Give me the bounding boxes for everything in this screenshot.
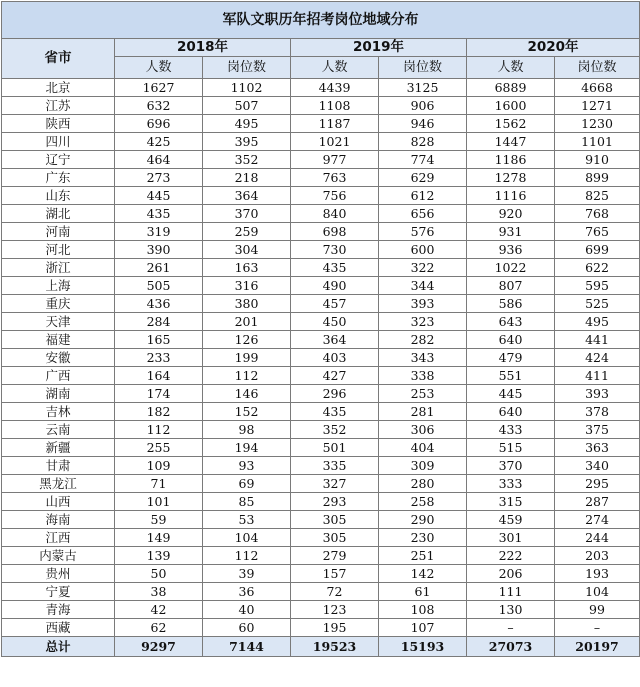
table-row <box>2 295 640 313</box>
value-cell: 427 <box>291 367 379 385</box>
value-cell: 152 <box>203 403 291 421</box>
province-cell: 广西 <box>2 367 115 385</box>
value-cell: 425 <box>115 133 203 151</box>
sub-header-people: 人数 <box>291 57 379 79</box>
value-cell: – <box>555 619 640 637</box>
value-cell: 825 <box>555 187 640 205</box>
value-cell: 284 <box>115 313 203 331</box>
table-row <box>2 115 640 133</box>
value-cell: 435 <box>115 205 203 223</box>
value-cell: 622 <box>555 259 640 277</box>
value-cell: 1101 <box>555 133 640 151</box>
table-row <box>2 277 640 295</box>
value-cell: 281 <box>379 403 467 421</box>
value-cell: 244 <box>555 529 640 547</box>
value-cell: 699 <box>555 241 640 259</box>
table-row <box>2 349 640 367</box>
sub-header-positions: 岗位数 <box>379 57 467 79</box>
table-row <box>2 583 640 601</box>
value-cell: 165 <box>115 331 203 349</box>
province-cell: 天津 <box>2 313 115 331</box>
value-cell: 435 <box>291 259 379 277</box>
value-cell: 295 <box>555 475 640 493</box>
value-cell: 112 <box>203 367 291 385</box>
value-cell: 450 <box>291 313 379 331</box>
province-cell: 山东 <box>2 187 115 205</box>
table-row <box>2 421 640 439</box>
sub-header-positions: 岗位数 <box>555 57 640 79</box>
value-cell: 404 <box>379 439 467 457</box>
value-cell: 696 <box>115 115 203 133</box>
value-cell: 375 <box>555 421 640 439</box>
value-cell: 340 <box>555 457 640 475</box>
table-row <box>2 79 640 97</box>
value-cell: 112 <box>203 547 291 565</box>
table-row <box>2 187 640 205</box>
value-cell: 946 <box>379 115 467 133</box>
table-title: 军队文职历年招考岗位地域分布 <box>2 2 640 39</box>
value-cell: 230 <box>379 529 467 547</box>
value-cell: – <box>467 619 555 637</box>
value-cell: 507 <box>203 97 291 115</box>
province-cell: 云南 <box>2 421 115 439</box>
value-cell: 730 <box>291 241 379 259</box>
province-cell: 甘肃 <box>2 457 115 475</box>
value-cell: 193 <box>555 565 640 583</box>
value-cell: 595 <box>555 277 640 295</box>
value-cell: 495 <box>203 115 291 133</box>
value-cell: 395 <box>203 133 291 151</box>
value-cell: 1021 <box>291 133 379 151</box>
value-cell: 139 <box>115 547 203 565</box>
province-cell: 江苏 <box>2 97 115 115</box>
value-cell: 936 <box>467 241 555 259</box>
table-row <box>2 529 640 547</box>
value-cell: 378 <box>555 403 640 421</box>
province-cell: 辽宁 <box>2 151 115 169</box>
value-cell: 319 <box>115 223 203 241</box>
value-cell: 107 <box>379 619 467 637</box>
value-cell: 457 <box>291 295 379 313</box>
province-cell: 江西 <box>2 529 115 547</box>
value-cell: 253 <box>379 385 467 403</box>
value-cell: 977 <box>291 151 379 169</box>
value-cell: 335 <box>291 457 379 475</box>
total-cell: 20197 <box>555 637 640 657</box>
value-cell: 203 <box>555 547 640 565</box>
value-cell: 343 <box>379 349 467 367</box>
table-row <box>2 457 640 475</box>
province-cell: 河北 <box>2 241 115 259</box>
province-cell: 宁夏 <box>2 583 115 601</box>
table-row <box>2 223 640 241</box>
province-cell: 海南 <box>2 511 115 529</box>
value-cell: 59 <box>115 511 203 529</box>
value-cell: 111 <box>467 583 555 601</box>
value-cell: 765 <box>555 223 640 241</box>
province-cell: 广东 <box>2 169 115 187</box>
table-row <box>2 439 640 457</box>
value-cell: 101 <box>115 493 203 511</box>
value-cell: 840 <box>291 205 379 223</box>
total-cell: 15193 <box>379 637 467 657</box>
year-header-2019: 2019年 <box>291 39 467 57</box>
value-cell: 600 <box>379 241 467 259</box>
year-header-2018: 2018年 <box>115 39 291 57</box>
value-cell: 632 <box>115 97 203 115</box>
value-cell: 199 <box>203 349 291 367</box>
value-cell: 206 <box>467 565 555 583</box>
value-cell: 282 <box>379 331 467 349</box>
value-cell: 1600 <box>467 97 555 115</box>
table-row <box>2 313 640 331</box>
total-cell: 9297 <box>115 637 203 657</box>
value-cell: 38 <box>115 583 203 601</box>
table-row <box>2 619 640 637</box>
value-cell: 586 <box>467 295 555 313</box>
value-cell: 273 <box>115 169 203 187</box>
value-cell: 436 <box>115 295 203 313</box>
value-cell: 393 <box>555 385 640 403</box>
value-cell: 1562 <box>467 115 555 133</box>
value-cell: 93 <box>203 457 291 475</box>
province-cell: 青海 <box>2 601 115 619</box>
value-cell: 4439 <box>291 79 379 97</box>
value-cell: 36 <box>203 583 291 601</box>
value-cell: 501 <box>291 439 379 457</box>
value-cell: 251 <box>379 547 467 565</box>
value-cell: 380 <box>203 295 291 313</box>
value-cell: 1627 <box>115 79 203 97</box>
value-cell: 50 <box>115 565 203 583</box>
table-row <box>2 259 640 277</box>
table-row <box>2 133 640 151</box>
value-cell: 4668 <box>555 79 640 97</box>
value-cell: 1187 <box>291 115 379 133</box>
value-cell: 433 <box>467 421 555 439</box>
value-cell: 656 <box>379 205 467 223</box>
value-cell: 163 <box>203 259 291 277</box>
value-cell: 931 <box>467 223 555 241</box>
value-cell: 72 <box>291 583 379 601</box>
value-cell: 322 <box>379 259 467 277</box>
value-cell: 1108 <box>291 97 379 115</box>
value-cell: 363 <box>555 439 640 457</box>
total-row <box>2 637 640 657</box>
province-cell: 浙江 <box>2 259 115 277</box>
table-row <box>2 151 640 169</box>
province-cell: 黑龙江 <box>2 475 115 493</box>
value-cell: 338 <box>379 367 467 385</box>
table-row <box>2 97 640 115</box>
value-cell: 370 <box>203 205 291 223</box>
value-cell: 333 <box>467 475 555 493</box>
value-cell: 296 <box>291 385 379 403</box>
province-cell: 新疆 <box>2 439 115 457</box>
value-cell: 643 <box>467 313 555 331</box>
value-cell: 218 <box>203 169 291 187</box>
value-cell: 327 <box>291 475 379 493</box>
value-cell: 157 <box>291 565 379 583</box>
province-cell: 内蒙古 <box>2 547 115 565</box>
value-cell: 756 <box>291 187 379 205</box>
value-cell: 71 <box>115 475 203 493</box>
value-cell: 505 <box>115 277 203 295</box>
value-cell: 290 <box>379 511 467 529</box>
value-cell: 1447 <box>467 133 555 151</box>
value-cell: 445 <box>467 385 555 403</box>
table-row <box>2 367 640 385</box>
province-cell: 山西 <box>2 493 115 511</box>
province-cell: 北京 <box>2 79 115 97</box>
value-cell: 99 <box>555 601 640 619</box>
value-cell: 280 <box>379 475 467 493</box>
value-cell: 164 <box>115 367 203 385</box>
value-cell: 906 <box>379 97 467 115</box>
year-header-2020: 2020年 <box>467 39 640 57</box>
value-cell: 182 <box>115 403 203 421</box>
value-cell: 60 <box>203 619 291 637</box>
province-cell: 陕西 <box>2 115 115 133</box>
value-cell: 42 <box>115 601 203 619</box>
value-cell: 104 <box>555 583 640 601</box>
value-cell: 899 <box>555 169 640 187</box>
province-cell: 西藏 <box>2 619 115 637</box>
value-cell: 640 <box>467 403 555 421</box>
table-row <box>2 169 640 187</box>
total-label: 总计 <box>2 637 115 657</box>
table-row <box>2 403 640 421</box>
value-cell: 201 <box>203 313 291 331</box>
value-cell: 130 <box>467 601 555 619</box>
value-cell: 104 <box>203 529 291 547</box>
value-cell: 807 <box>467 277 555 295</box>
total-cell: 27073 <box>467 637 555 657</box>
value-cell: 1278 <box>467 169 555 187</box>
table-row <box>2 547 640 565</box>
value-cell: 306 <box>379 421 467 439</box>
province-cell: 上海 <box>2 277 115 295</box>
value-cell: 920 <box>467 205 555 223</box>
value-cell: 85 <box>203 493 291 511</box>
value-cell: 1186 <box>467 151 555 169</box>
value-cell: 364 <box>291 331 379 349</box>
province-cell: 河南 <box>2 223 115 241</box>
value-cell: 301 <box>467 529 555 547</box>
province-cell: 重庆 <box>2 295 115 313</box>
value-cell: 551 <box>467 367 555 385</box>
value-cell: 424 <box>555 349 640 367</box>
province-cell: 安徽 <box>2 349 115 367</box>
value-cell: 255 <box>115 439 203 457</box>
value-cell: 293 <box>291 493 379 511</box>
table-row <box>2 241 640 259</box>
value-cell: 828 <box>379 133 467 151</box>
value-cell: 495 <box>555 313 640 331</box>
value-cell: 261 <box>115 259 203 277</box>
value-cell: 768 <box>555 205 640 223</box>
province-header: 省市 <box>2 39 115 79</box>
distribution-table <box>1 1 640 657</box>
value-cell: 233 <box>115 349 203 367</box>
value-cell: 287 <box>555 493 640 511</box>
value-cell: 304 <box>203 241 291 259</box>
value-cell: 112 <box>115 421 203 439</box>
value-cell: 612 <box>379 187 467 205</box>
value-cell: 698 <box>291 223 379 241</box>
value-cell: 490 <box>291 277 379 295</box>
value-cell: 40 <box>203 601 291 619</box>
table-row <box>2 601 640 619</box>
value-cell: 629 <box>379 169 467 187</box>
province-cell: 四川 <box>2 133 115 151</box>
value-cell: 435 <box>291 403 379 421</box>
value-cell: 352 <box>203 151 291 169</box>
value-cell: 344 <box>379 277 467 295</box>
value-cell: 259 <box>203 223 291 241</box>
table-row <box>2 475 640 493</box>
value-cell: 576 <box>379 223 467 241</box>
value-cell: 315 <box>467 493 555 511</box>
value-cell: 98 <box>203 421 291 439</box>
value-cell: 195 <box>291 619 379 637</box>
table-row <box>2 205 640 223</box>
value-cell: 3125 <box>379 79 467 97</box>
value-cell: 305 <box>291 529 379 547</box>
value-cell: 774 <box>379 151 467 169</box>
value-cell: 640 <box>467 331 555 349</box>
value-cell: 910 <box>555 151 640 169</box>
value-cell: 258 <box>379 493 467 511</box>
value-cell: 69 <box>203 475 291 493</box>
value-cell: 53 <box>203 511 291 529</box>
value-cell: 515 <box>467 439 555 457</box>
value-cell: 1102 <box>203 79 291 97</box>
table-row <box>2 511 640 529</box>
value-cell: 390 <box>115 241 203 259</box>
value-cell: 323 <box>379 313 467 331</box>
value-cell: 309 <box>379 457 467 475</box>
value-cell: 445 <box>115 187 203 205</box>
value-cell: 459 <box>467 511 555 529</box>
value-cell: 108 <box>379 601 467 619</box>
value-cell: 61 <box>379 583 467 601</box>
province-cell: 湖南 <box>2 385 115 403</box>
value-cell: 274 <box>555 511 640 529</box>
value-cell: 1230 <box>555 115 640 133</box>
value-cell: 126 <box>203 331 291 349</box>
value-cell: 305 <box>291 511 379 529</box>
sub-header-people: 人数 <box>115 57 203 79</box>
value-cell: 6889 <box>467 79 555 97</box>
value-cell: 411 <box>555 367 640 385</box>
value-cell: 146 <box>203 385 291 403</box>
value-cell: 352 <box>291 421 379 439</box>
table-row <box>2 385 640 403</box>
total-cell: 7144 <box>203 637 291 657</box>
table-row <box>2 493 640 511</box>
value-cell: 1116 <box>467 187 555 205</box>
value-cell: 39 <box>203 565 291 583</box>
table-row <box>2 331 640 349</box>
province-cell: 湖北 <box>2 205 115 223</box>
value-cell: 479 <box>467 349 555 367</box>
value-cell: 174 <box>115 385 203 403</box>
value-cell: 364 <box>203 187 291 205</box>
value-cell: 393 <box>379 295 467 313</box>
province-cell: 贵州 <box>2 565 115 583</box>
province-cell: 福建 <box>2 331 115 349</box>
total-cell: 19523 <box>291 637 379 657</box>
value-cell: 149 <box>115 529 203 547</box>
value-cell: 525 <box>555 295 640 313</box>
value-cell: 142 <box>379 565 467 583</box>
value-cell: 194 <box>203 439 291 457</box>
value-cell: 464 <box>115 151 203 169</box>
province-cell: 吉林 <box>2 403 115 421</box>
value-cell: 763 <box>291 169 379 187</box>
value-cell: 222 <box>467 547 555 565</box>
value-cell: 123 <box>291 601 379 619</box>
value-cell: 109 <box>115 457 203 475</box>
table-row <box>2 565 640 583</box>
value-cell: 403 <box>291 349 379 367</box>
value-cell: 279 <box>291 547 379 565</box>
sub-header-positions: 岗位数 <box>203 57 291 79</box>
value-cell: 1022 <box>467 259 555 277</box>
value-cell: 441 <box>555 331 640 349</box>
value-cell: 1271 <box>555 97 640 115</box>
value-cell: 370 <box>467 457 555 475</box>
sub-header-people: 人数 <box>467 57 555 79</box>
value-cell: 62 <box>115 619 203 637</box>
value-cell: 316 <box>203 277 291 295</box>
